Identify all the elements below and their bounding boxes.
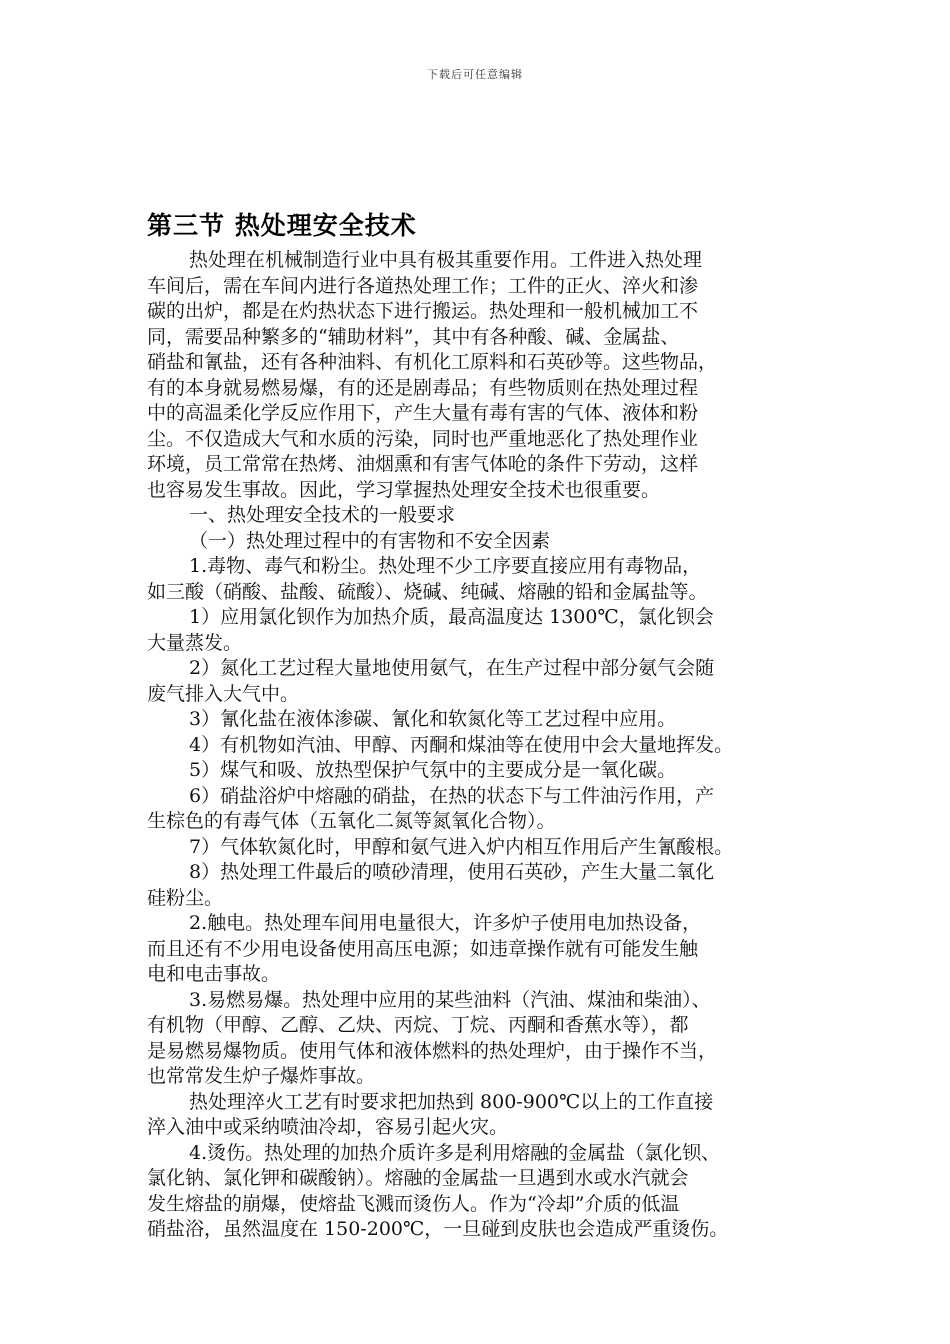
body-line: 车间后，需在车间内进行各道热处理工作；工件的正火、淬火和渗	[147, 274, 699, 297]
body-line: 是易燃易爆物质。使用气体和液体燃料的热处理炉，由于操作不当，	[147, 1039, 718, 1062]
body-line: 废气排入大气中。	[147, 682, 300, 705]
body-line: 4）有机物如汽油、甲醇、丙酮和煤油等在使用中会大量地挥发。	[189, 733, 734, 756]
body-line: 8）热处理工件最后的喷砂清理，使用石英砂，产生大量二氧化	[189, 861, 715, 883]
body-line: 2）氮化工艺过程大量地使用氨气，在生产过程中部分氨气会随	[189, 657, 715, 679]
body-line: 也常常发生炉子爆炸事故。	[147, 1065, 376, 1087]
page-header: 下载后可任意编辑	[427, 68, 523, 81]
body-line: 生棕色的有毒气体（五氧化二氮等氮氧化合物）。	[147, 810, 556, 832]
body-line: 硝盐浴，虽然温度在 150-200℃，一旦碰到皮肤也会造成严重烫伤。	[147, 1218, 729, 1240]
body-line: 有机物（甲醇、乙醇、乙炔、丙烷、丁烷、丙酮和香蕉水等），都	[147, 1014, 689, 1036]
body-line: 大量蒸发。	[147, 631, 243, 654]
body-line: 1）应用氯化钡作为加热介质，最高温度达 1300℃，氯化钡会	[189, 606, 714, 628]
body-line: 7）气体软氮化时，甲醇和氨气进入炉内相互作用后产生氰酸根。	[189, 835, 734, 858]
body-line: 如三酸（硝酸、盐酸、硫酸）、烧碱、纯碱、熔融的铅和金属盐等。	[147, 580, 708, 603]
body-line: 碳的出炉，都是在灼热状态下进行搬运。热处理和一般机械加工不	[147, 300, 699, 322]
body-line: 同，需要品种繁多的“辅助材料”，其中有各种酸、碱、金属盐、	[147, 325, 680, 348]
body-line: 3.易燃易爆。热处理中应用的某些油料（汽油、煤油和柴油）、	[189, 988, 711, 1011]
body-line: 电和电击事故。	[147, 963, 281, 985]
body-line: 环境，员工常常在热烤、油烟熏和有害气体呛的条件下劳动，这样	[147, 453, 699, 475]
body-line: 1.毒物、毒气和粉尘。热处理不少工序要直接应用有毒物品，	[189, 555, 702, 577]
body-line: 一、热处理安全技术的一般要求	[189, 504, 456, 526]
body-line: 5）煤气和吸、放热型保护气氛中的主要成分是一氧化碳。	[189, 759, 677, 781]
body-line: 也容易发生事故。因此，学习掌握热处理安全技术也很重要。	[147, 478, 661, 501]
body-line: 氯化钠、氯化钾和碳酸钠）。熔融的金属盐一旦遇到水或水汽就会	[147, 1167, 689, 1189]
body-line: 热处理淬火工艺有时要求把加热到 800-900℃以上的工作直接	[189, 1090, 714, 1113]
body-line: 有的本身就易燃易爆，有的还是剧毒品；有些物质则在热处理过程	[147, 376, 699, 399]
body-line: 硅粉尘。	[147, 886, 224, 909]
body-line: 硝盐和氰盐，还有各种油料、有机化工原料和石英砂等。这些物品，	[147, 351, 718, 373]
body-line: 4.烫伤。热处理的加热介质许多是利用熔融的金属盐（氯化钡、	[189, 1141, 721, 1164]
body-line: 3）氰化盐在液体渗碳、氰化和软氮化等工艺过程中应用。	[189, 708, 677, 730]
body-line: 尘。不仅造成大气和水质的污染，同时也严重地恶化了热处理作业	[147, 427, 699, 450]
body-line: 发生熔盐的崩爆，使熔盐飞溅而烫伤人。作为“冷却”介质的低温	[147, 1192, 680, 1215]
body-line: （一）热处理过程中的有害物和不安全因素	[189, 529, 551, 552]
section-title: 第三节 热处理安全技术	[147, 211, 417, 240]
body-text	[147, 248, 817, 1243]
body-line: 中的高温柔化学反应作用下，产生大量有毒有害的气体、液体和粉	[147, 402, 699, 424]
body-line: 淬入油中或采纳喷油冷却，容易引起火灾。	[147, 1116, 509, 1138]
body-line: 而且还有不少用电设备使用高压电源；如违章操作就有可能发生触	[147, 937, 699, 960]
body-line: 6）硝盐浴炉中熔融的硝盐，在热的状态下与工件油污作用，产	[189, 784, 715, 807]
body-line: 2.触电。热处理车间用电量很大，许多炉子使用电加热设备，	[189, 912, 702, 934]
body-line: 热处理在机械制造行业中具有极其重要作用。工件进入热处理	[189, 249, 703, 271]
